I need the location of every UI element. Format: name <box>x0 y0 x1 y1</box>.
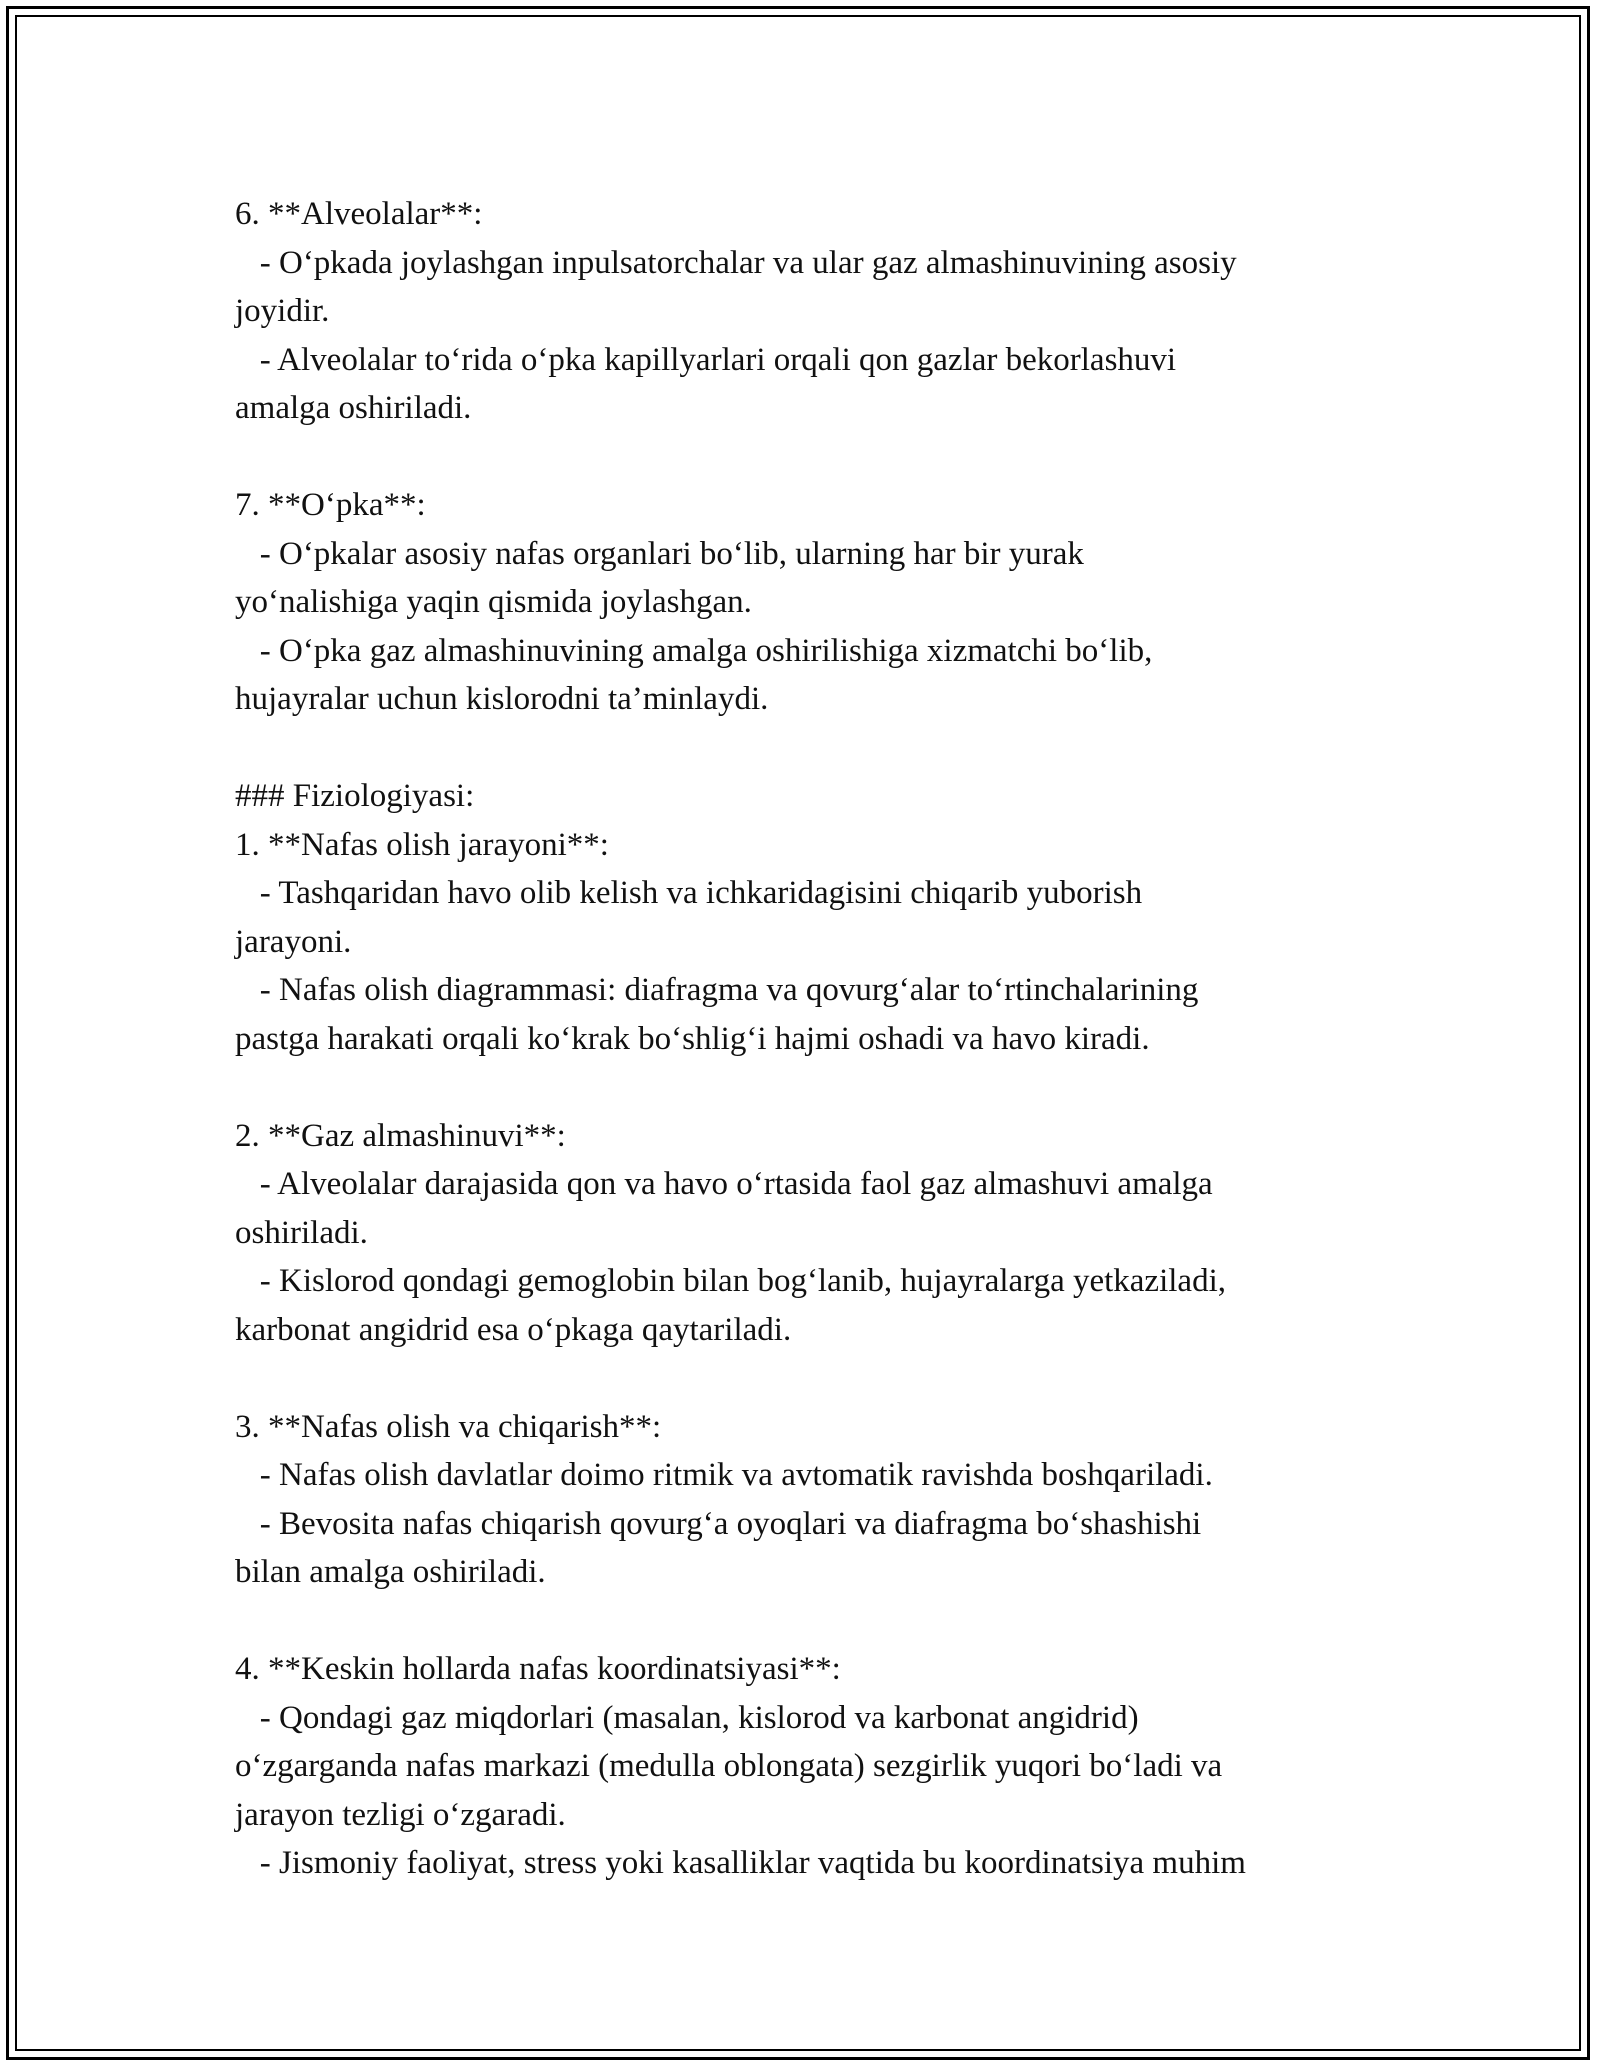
text-line: amalga oshiriladi. <box>235 390 472 426</box>
text-line: 1. **Nafas olish jarayoni**: <box>235 826 609 863</box>
blank-line <box>235 1597 1385 1646</box>
text-line: 6. **Alveolalar**: <box>235 196 483 232</box>
text-line: 3. **Nafas olish va chiqarish**: <box>235 1408 662 1445</box>
text-line: pastga harakati orqali ko‘krak bo‘shlig‘i hajmi oshadi va havo kiradi. <box>235 1020 1150 1057</box>
text-line: joyidir. <box>235 293 330 329</box>
text-line: karbonat angidrid esa o‘pkaga qaytariladi. <box>235 1311 792 1348</box>
text-line: 2. **Gaz almashinuvi**: <box>235 1117 566 1154</box>
blank-line <box>235 1354 1385 1403</box>
blank-line <box>235 724 1385 773</box>
text-line: o‘zgarganda nafas markazi (medulla oblongata) sezgirlik yuqori bo‘ladi va <box>235 1748 1223 1784</box>
text-line: bilan amalga oshiriladi. <box>235 1554 546 1590</box>
text-line: - O‘pkada joylashgan inpulsatorchalar va ular gaz almashinuvining asosiy <box>235 244 1237 281</box>
document-body <box>235 190 1385 1888</box>
text-line: - Nafas olish diagrammasi: diafragma va qovurg‘alar to‘rtinchalarining <box>235 972 1199 1008</box>
text-line: - Alveolalar to‘rida o‘pka kapillyarlari orqali qon gazlar bekorlashuvi <box>235 341 1177 378</box>
section-heading: ### Fiziologiyasi: <box>235 778 475 814</box>
text-line: jarayon tezligi o‘zgaradi. <box>235 1796 566 1833</box>
text-line: - Bevosita nafas chiqarish qovurg‘a oyoqlari va diafragma bo‘shashishi <box>235 1505 1202 1542</box>
text-line: - Alveolalar darajasida qon va havo o‘rtasida faol gaz almashuvi amalga <box>235 1166 1213 1202</box>
text-line: - Tashqaridan havo olib kelish va ichkaridagisini chiqarib yuborish <box>235 875 1143 911</box>
text-line: 4. **Keskin hollarda nafas koordinatsiyasi**: <box>235 1651 841 1687</box>
blank-line <box>235 1063 1385 1112</box>
text-line: yo‘nalishiga yaqin qismida joylashgan. <box>235 584 752 620</box>
text-line: - Qondagi gaz miqdorlari (masalan, kislorod va karbonat angidrid) <box>235 1699 1139 1736</box>
blank-line <box>235 433 1385 482</box>
text-line: 7. **O‘pka**: <box>235 487 426 523</box>
text-line: jarayoni. <box>235 923 352 960</box>
text-line: - Nafas olish davlatlar doimo ritmik va avtomatik ravishda boshqariladi. <box>235 1457 1213 1493</box>
text-line: hujayralar uchun kislorodni ta’minlaydi. <box>235 681 769 717</box>
text-line: - Kislorod qondagi gemoglobin bilan bog‘lanib, hujayralarga yetkaziladi, <box>235 1263 1226 1299</box>
text-line: - Jismoniy faoliyat, stress yoki kasalliklar vaqtida bu koordinatsiya muhim <box>235 1845 1246 1881</box>
text-line: - O‘pkalar asosiy nafas organlari bo‘lib, ularning har bir yurak <box>235 535 1084 572</box>
text-line: oshiriladi. <box>235 1214 368 1251</box>
text-line: - O‘pka gaz almashinuvining amalga oshirilishiga xizmatchi bo‘lib, <box>235 632 1153 669</box>
